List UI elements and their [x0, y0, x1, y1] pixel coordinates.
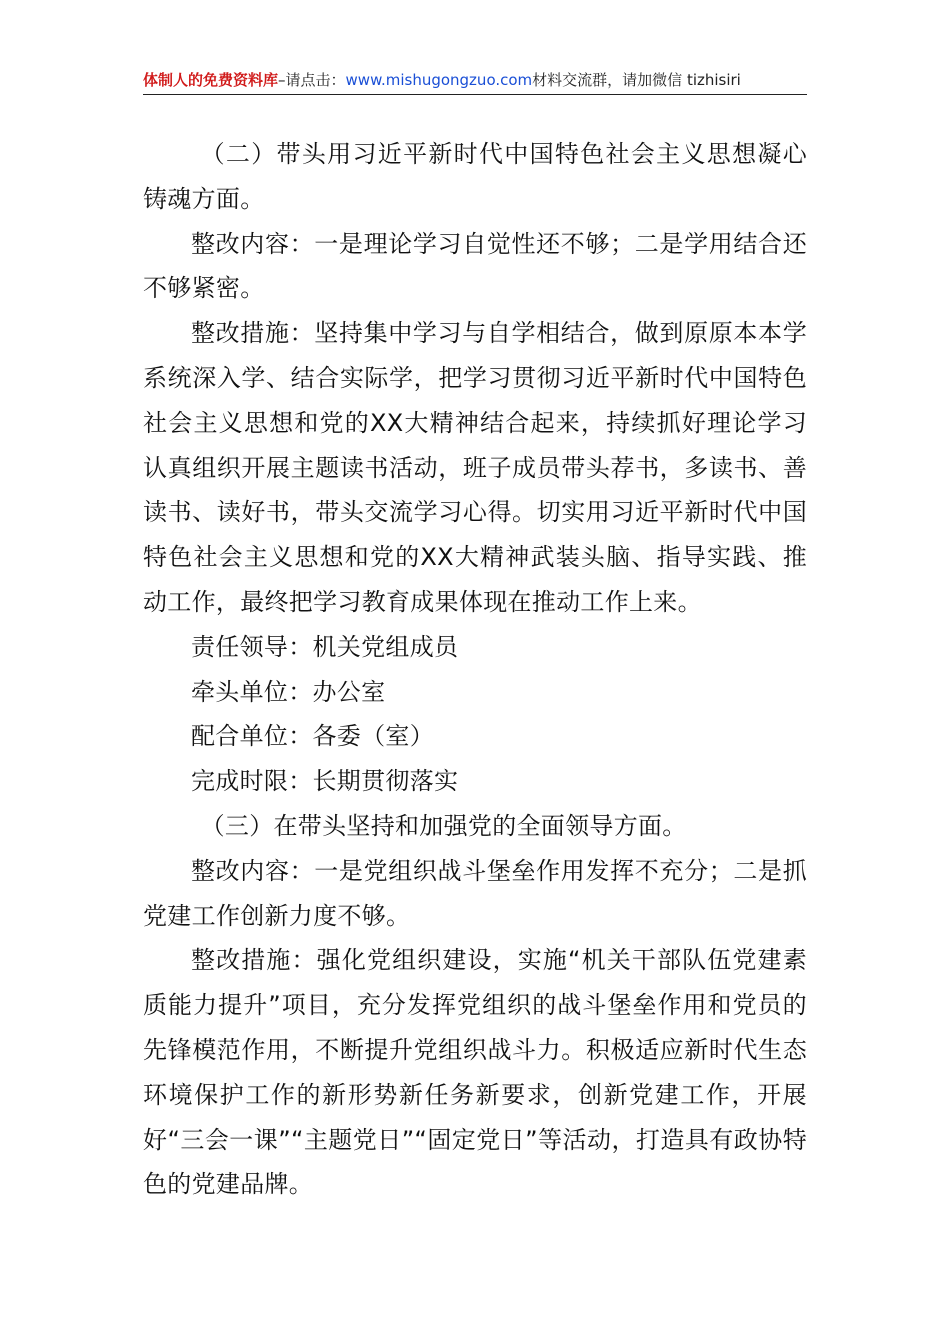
rectification-measures-2: 整改措施：强化党组织建设，实施“机关干部队伍党建素质能力提升”项目，充分发挥党组织的战斗堡垒作用和党员的先锋模范作用，不断提升党组织战斗力。积极适应新时代生态环境保护工作的新形势新任务新要求，创新党建工作，开展好“三会一课”“主题党日”“固定党日”等活动，打造具有政协特色的党建品牌。 — [143, 946, 807, 1199]
header-wechat-note: 材料交流群，请加微信 tizhisiri — [532, 71, 741, 89]
header-prompt: –请点击： — [278, 71, 346, 89]
header-website-link[interactable]: www.mishugongzuo.com — [345, 71, 533, 89]
completion-deadline: 完成时限：长期贯彻落实 — [191, 767, 459, 796]
cooperating-unit: 配合单位：各委（室） — [191, 722, 434, 751]
page-header — [143, 66, 807, 95]
rectification-measures-1: 整改措施：坚持集中学习与自学相结合，做到原原本本学系统深入学、结合实际学，把学习贯彻习近平新时代中国特色社会主义思想和党的XX大精神结合起来，持续抓好理论学习认真组织开展主题读书活动，班子成员带头荐书，多读书、善读书、读好书，带头交流学习心得。切实用习近平新时代中国特色社会主义思想和党的XX大精神武装头脑、指导实践、推动工作，最终把学习教育成果体现在推动工作上来。 — [143, 319, 807, 616]
responsible-leader: 责任领导：机关党组成员 — [191, 632, 459, 661]
rectification-content-1: 整改内容：一是理论学习自觉性还不够；二是学用结合还不够紧密。 — [143, 229, 807, 303]
section-heading-3: （三）在带头坚持和加强党的全面领导方面。 — [200, 811, 687, 840]
header-brand: 体制人的免费资料库 — [143, 71, 279, 89]
document-body — [143, 132, 807, 1207]
lead-unit: 牵头单位：办公室 — [191, 677, 386, 706]
rectification-content-2: 整改内容：一是党组织战斗堡垒作用发挥不充分；二是抓党建工作创新力度不够。 — [143, 856, 807, 930]
section-heading-2: （二）带头用习近平新时代中国特色社会主义思想凝心铸魂方面。 — [143, 140, 807, 213]
